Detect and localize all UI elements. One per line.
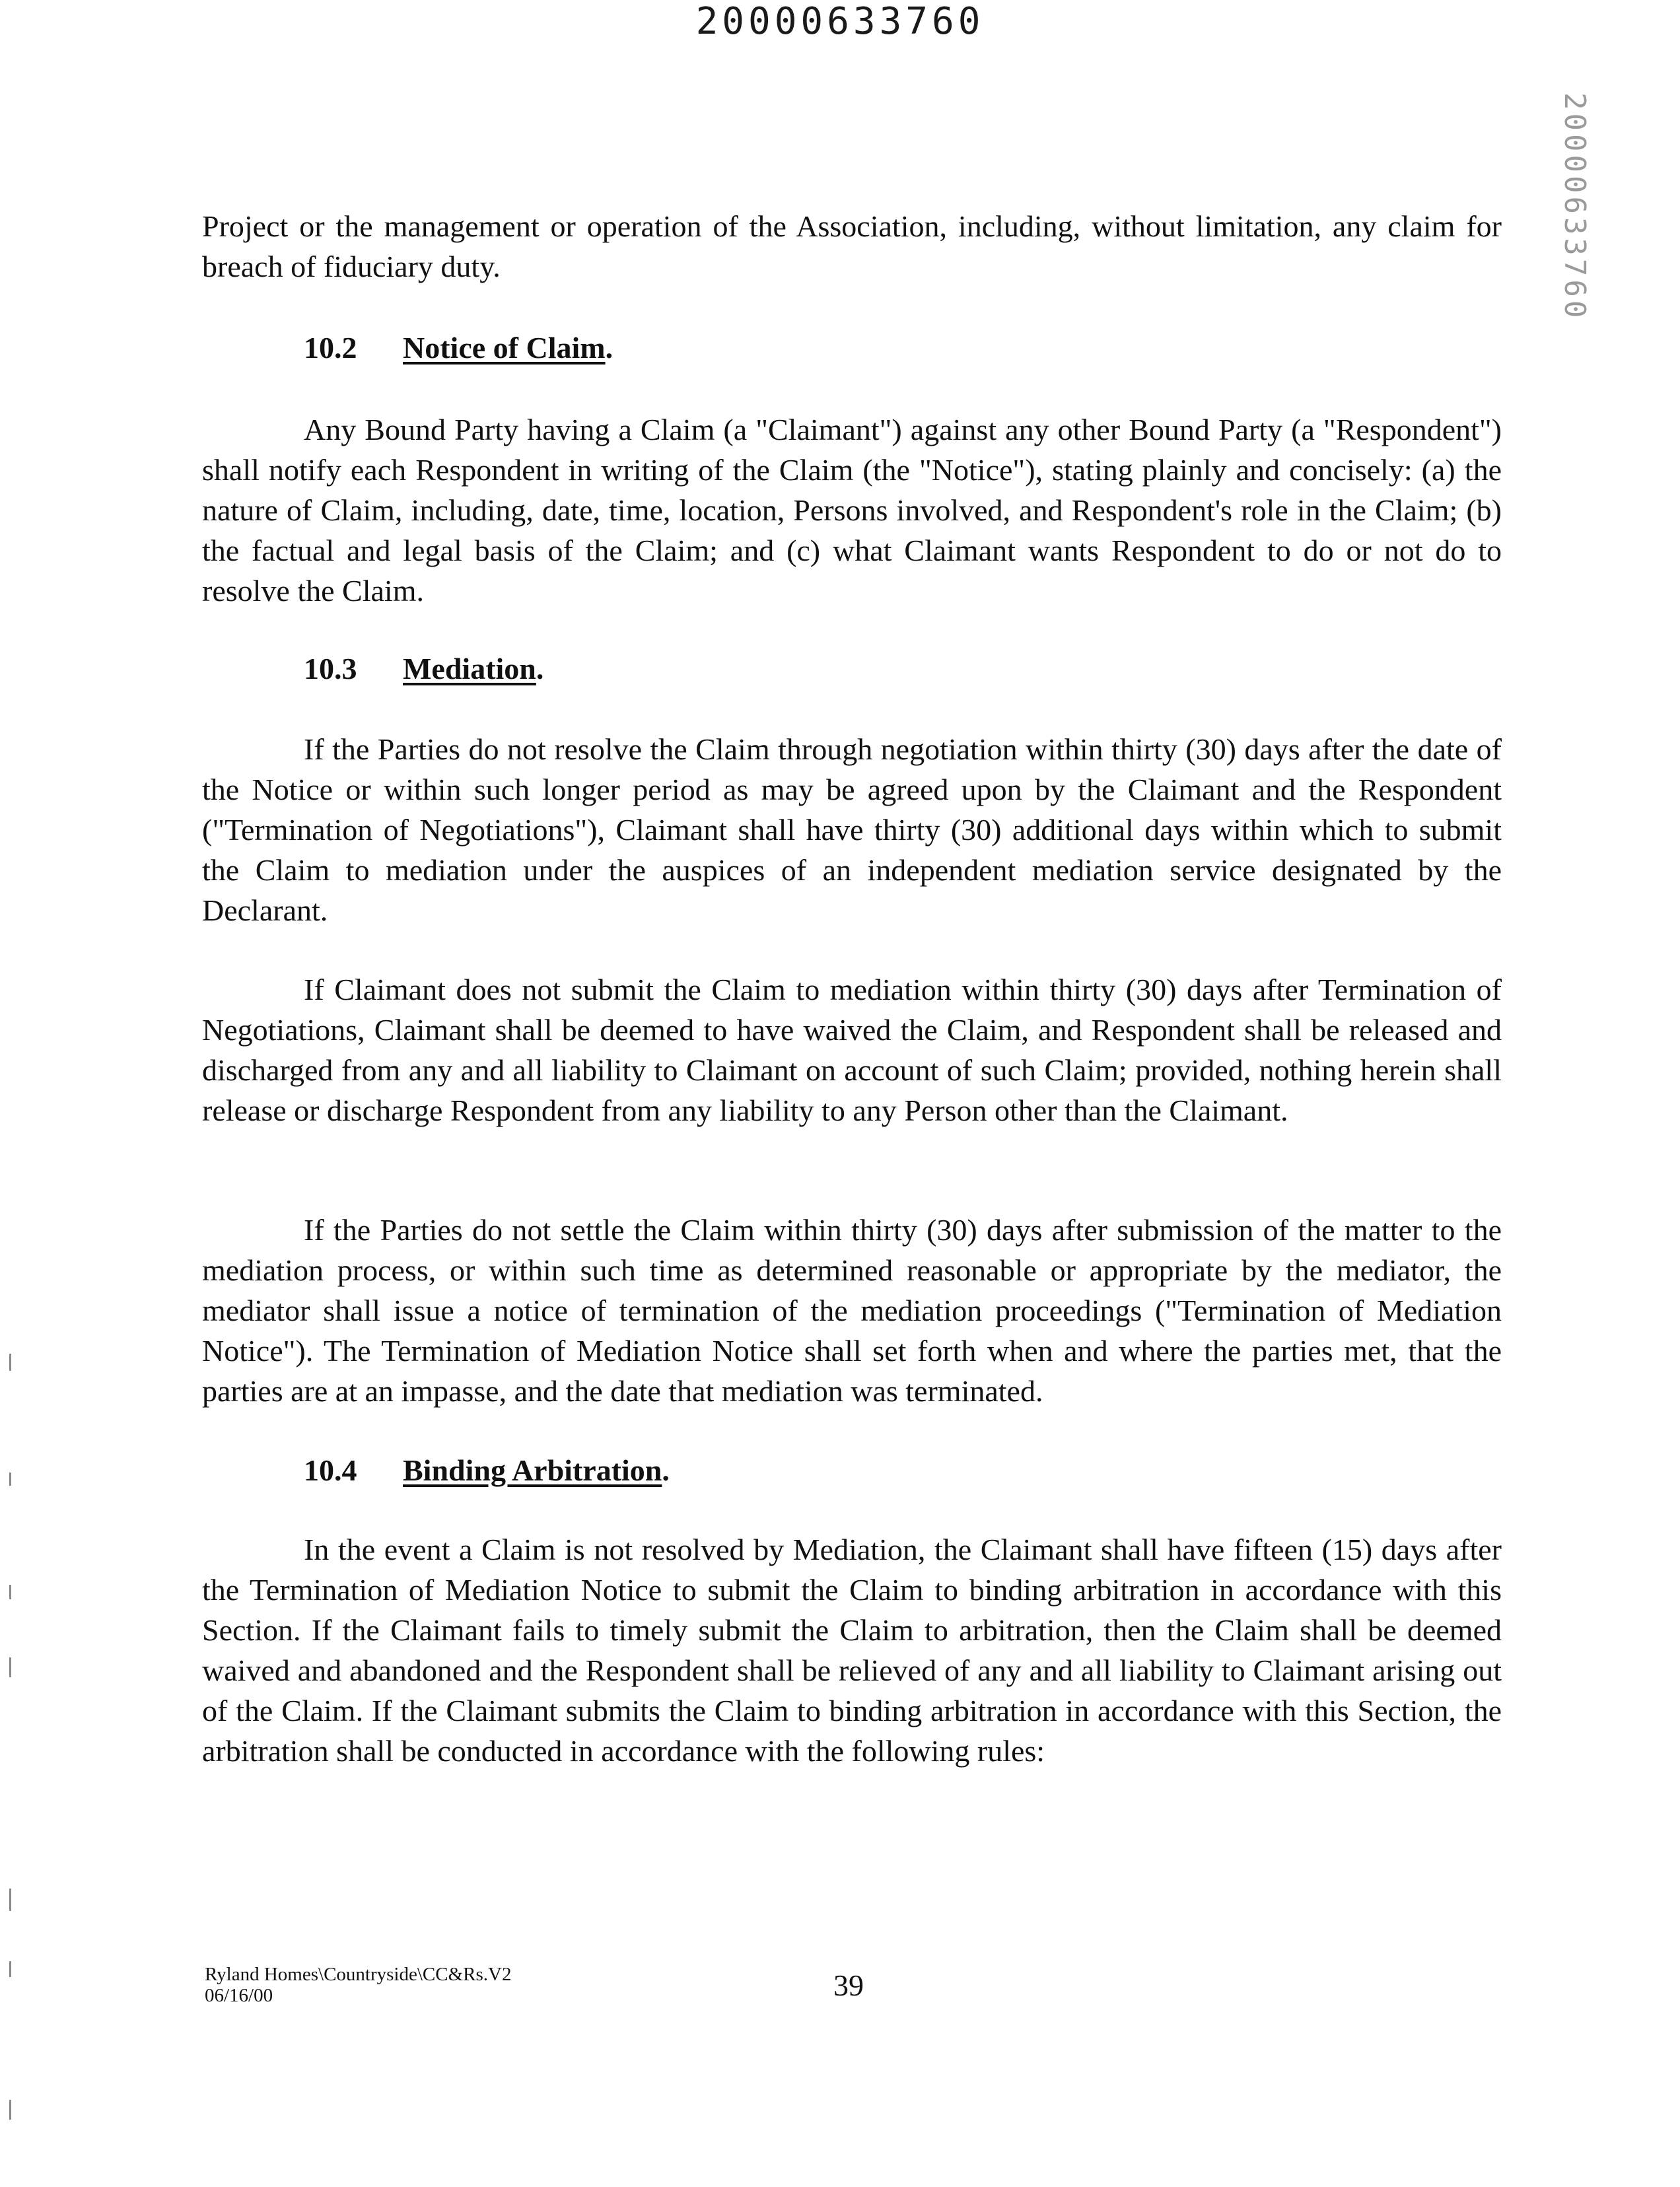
paragraph-continuation: Project or the management or operation of the Association, including, without limitation, any claim for breach of fiduciary duty. — [202, 209, 1502, 283]
section-title-punct: . — [605, 331, 613, 364]
scan-artifact — [9, 1354, 11, 1371]
paragraph-binding-arbitration: In the event a Claim is not resolved by Mediation, the Claimant shall have fifteen (15) days after the Termination of Mediation Notice to submit the Claim to binding arbitration in accordance with this Section. If the Claimant fails to timely submit the Claim to arbitration, then the Claim shall be deemed waived and abandoned and the Respondent shall be relieved of any and all liability to Claimant arising out of the Claim. If the Claimant submits the Claim to binding arbitration in accordance with this Section, the arbitration shall be conducted in accordance with the following rules: — [202, 1533, 1502, 1768]
section-number: 10.4 — [304, 1453, 357, 1487]
scan-artifact — [9, 1657, 11, 1677]
scan-artifact — [9, 2100, 11, 2120]
section-title: Mediation — [403, 652, 536, 685]
scan-artifact — [9, 1961, 11, 1977]
section-title-punct: . — [662, 1453, 670, 1487]
footer-date: 06/16/00 — [205, 1985, 273, 2006]
footer-file-path: Ryland Homes\Countryside\CC&Rs.V2 — [205, 1964, 512, 1985]
paragraph-mediation-2: If Claimant does not submit the Claim to mediation within thirty (30) days after Termination of Negotiations, Claimant shall be deemed to have waived the Claim, and Respondent shall be released and discharged from any and all liability to Claimant on account of such Claim; provided, nothing herein shall release or discharge Respondent from any liability to any Person other than the Claimant. — [202, 973, 1502, 1127]
paragraph-mediation-1: If the Parties do not resolve the Claim through negotiation within thirty (30) days after the date of the Notice or within such longer period as may be agreed upon by the Claimant and the Respondent ("Termination of Negotiations"), Claimant shall have thirty (30) additional days within which to submit the Claim to mediation under the auspices of an independent mediation service designated by the Declarant. — [202, 732, 1502, 927]
document-control-number: 20000633760 — [695, 0, 985, 43]
page-number: 39 — [833, 1968, 864, 2002]
section-heading-10-3 — [304, 651, 543, 686]
scan-artifact — [9, 1473, 11, 1486]
section-title: Notice of Claim — [403, 331, 606, 364]
scan-artifact — [9, 1585, 11, 1599]
section-number: 10.2 — [304, 331, 357, 364]
section-heading-10-4 — [304, 1453, 670, 1488]
side-document-stamp: 20000633760 — [1558, 92, 1592, 322]
section-title-punct: . — [536, 652, 544, 685]
paragraph-notice-of-claim: Any Bound Party having a Claim (a "Claimant") against any other Bound Party (a "Respondent") shall notify each Respondent in writing of the Claim (the "Notice"), stating plainly and concisely: (a) the nature of Claim, including, date, time, location, Persons involved, and Respondent's role in the Claim; (b) the factual and legal basis of the Claim; and (c) what Claimant wants Respondent to do or not do to resolve the Claim. — [202, 413, 1502, 608]
section-number: 10.3 — [304, 652, 357, 685]
footer-file-info — [205, 1964, 511, 2006]
section-heading-10-2 — [304, 330, 613, 365]
paragraph-mediation-3: If the Parties do not settle the Claim within thirty (30) days after submission of the matter to the mediation process, or within such time as determined reasonable or appropriate by the mediator, the mediator shall issue a notice of termination of the mediation proceedings ("Termination of Mediation Notice"). The Termination of Mediation Notice shall set forth when and where the parties met, that the parties are at an impasse, and the date that mediation was terminated. — [202, 1213, 1502, 1408]
section-title: Binding Arbitration — [403, 1453, 662, 1487]
scan-artifact — [9, 1889, 11, 1911]
